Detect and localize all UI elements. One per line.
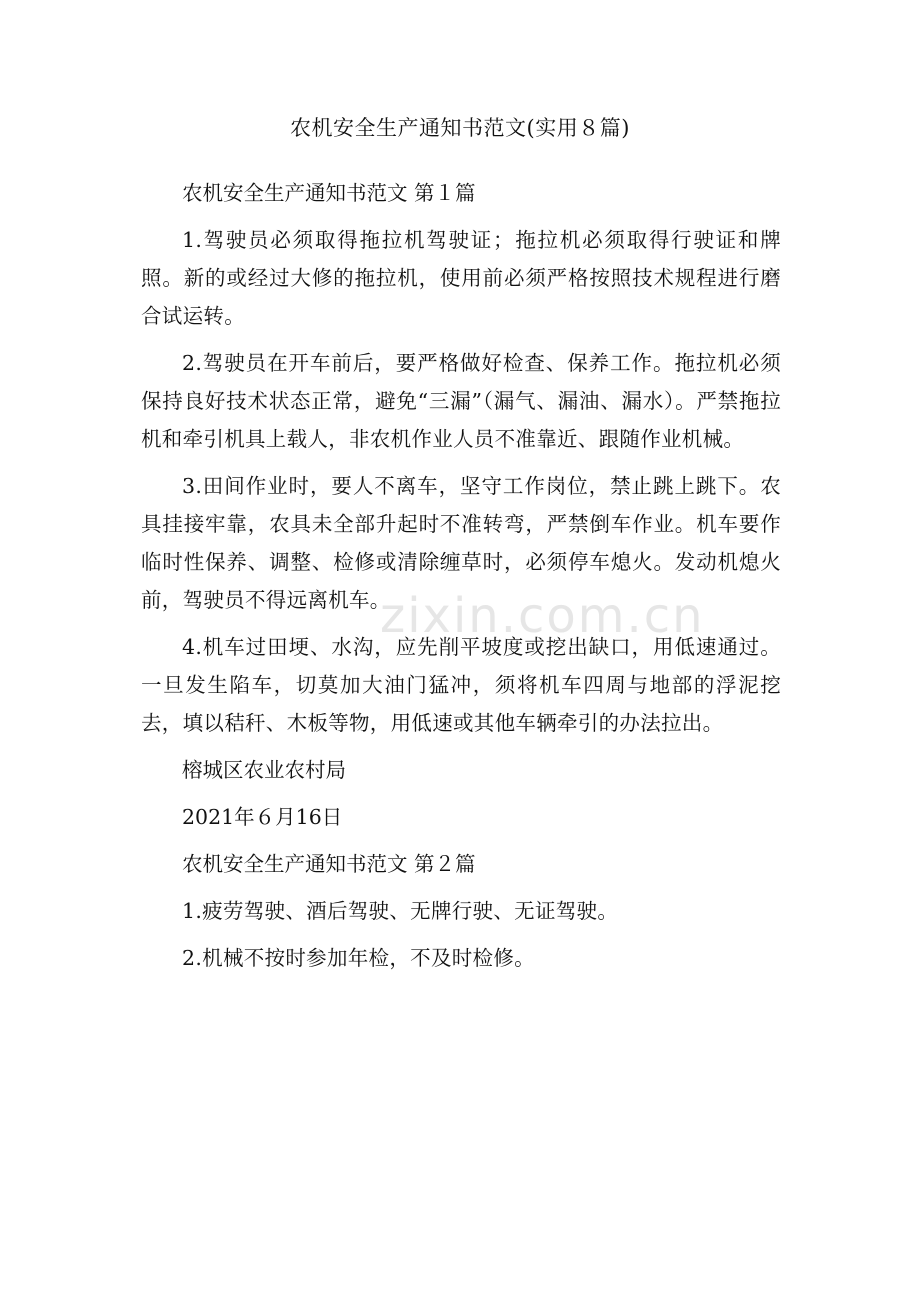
section-heading-1: 农机安全生产通知书范文 第１篇	[182, 181, 476, 205]
issue-date: 2021年６月16日	[182, 805, 343, 829]
document-title: 农机安全生产通知书范文(实用８篇)	[290, 116, 630, 140]
section-heading-2: 农机安全生产通知书范文 第２篇	[182, 852, 476, 876]
paragraph-1-4: 4.机车过田埂、水沟，应先削平坡度或挖出缺口，用低速通过。一旦发生陷车，切莫加大油门猛冲，须将机车四周与地部的浮泥挖去，填以秸秆、木板等物，用低速或其他车辆牵引的办法拉出。	[141, 635, 781, 735]
paragraph-1-1: 1.驾驶员必须取得拖拉机驾驶证；拖拉机必须取得行驶证和牌照。新的或经过大修的拖拉机，使用前必须严格按照技术规程进行磨合试运转。	[141, 228, 781, 328]
watermark: zixin.com.cn	[380, 588, 705, 644]
paragraph-1-2: 2.驾驶员在开车前后，要严格做好检查、保养工作。拖拉机必须保持良好技术状态正常，避免“三漏”（漏气、漏油、漏水）。严禁拖拉机和牵引机具上载人，非农机作业人员不准靠近、跟随作业机械。	[141, 351, 781, 451]
paragraph-2-1: 1.疲劳驾驶、酒后驾驶、无牌行驶、无证驾驶。	[182, 899, 619, 923]
document-body	[141, 174, 781, 986]
paragraph-2-2: 2.机械不按时参加年检，不及时检修。	[182, 946, 535, 970]
issuer: 榕城区农业农村局	[182, 758, 346, 782]
paragraph-1-3: 3.田间作业时，要人不离车，坚守工作岗位，禁止跳上跳下。农具挂接牢靠，农具未全部升起时不准转弯，严禁倒车作业。机车要作临时性保养、调整、检修或清除缠草时，必须停车熄火。发动机熄火前，驾驶员不得远离机车。	[141, 474, 781, 612]
